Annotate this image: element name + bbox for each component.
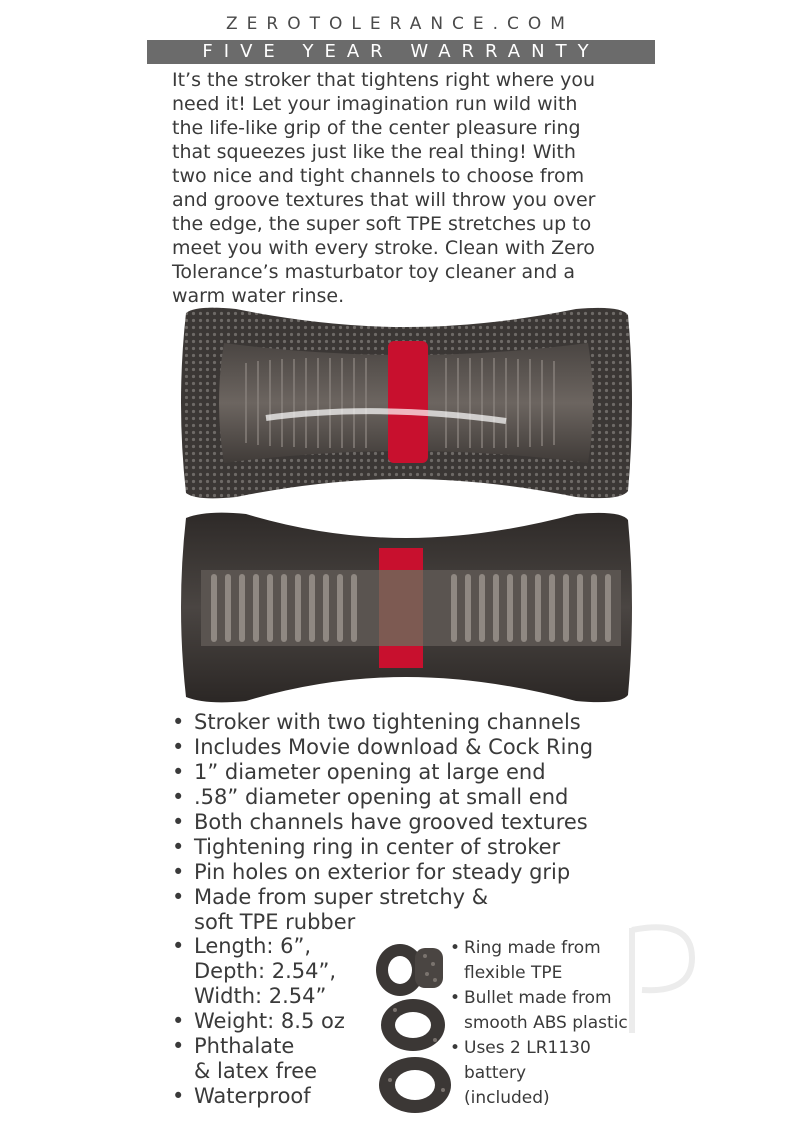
list-item: battery xyxy=(464,1063,527,1083)
description-line: the life-like grip of the center pleasure ring xyxy=(172,117,581,139)
product-description xyxy=(172,68,642,308)
site-url: ZEROTOLERANCE.COM xyxy=(226,14,574,34)
list-item: & latex free xyxy=(194,1059,318,1083)
spec-list xyxy=(172,934,345,1109)
ring-notes-list xyxy=(450,936,628,1111)
list-item: • Both channels have grooved textures xyxy=(172,810,588,834)
list-item: • Stroker with two tightening channels xyxy=(172,710,581,734)
list-item: • Ring made from xyxy=(450,938,601,958)
list-item: • Weight: 8.5 oz xyxy=(172,1009,345,1033)
list-item: • 1” diameter opening at large end xyxy=(172,760,546,784)
stroker-cutaway-image xyxy=(176,510,636,705)
list-item: Width: 2.54” xyxy=(194,984,327,1008)
list-item: • Phthalate xyxy=(172,1034,295,1058)
stroker-exterior-image xyxy=(176,303,636,503)
list-item: • Waterproof xyxy=(172,1084,311,1108)
list-item: soft TPE rubber xyxy=(194,910,356,934)
description-line: and groove textures that will throw you over xyxy=(172,189,596,211)
list-item: (included) xyxy=(464,1088,550,1108)
list-item: • Pin holes on exterior for steady grip xyxy=(172,860,571,884)
warranty-banner: FIVE YEAR WARRANTY xyxy=(147,40,655,64)
list-item: smooth ABS plastic xyxy=(464,1013,628,1033)
description-line: that squeezes just like the real thing! With xyxy=(172,141,576,163)
list-item: • Tightening ring in center of stroker xyxy=(172,835,561,859)
list-item: • Includes Movie download & Cock Ring xyxy=(172,735,594,759)
description-line: It’s the stroker that tightens right where you xyxy=(172,69,596,91)
watermark-logo xyxy=(612,918,702,1038)
description-line: Tolerance’s masturbator toy cleaner and a xyxy=(172,261,575,283)
description-line: two nice and tight channels to choose from xyxy=(172,165,585,187)
list-item: • Length: 6”, xyxy=(172,934,312,958)
description-line: meet you with every stroke. Clean with Zero xyxy=(172,237,595,259)
feature-list xyxy=(172,710,652,935)
description-line: warm water rinse. xyxy=(172,285,345,307)
description-line: the edge, the super soft TPE stretches up to xyxy=(172,213,592,235)
list-item: flexible TPE xyxy=(464,963,563,983)
list-item: Depth: 2.54”, xyxy=(194,959,337,983)
list-item: • Made from super stretchy & xyxy=(172,885,489,909)
list-item: • Bullet made from xyxy=(450,988,612,1008)
description-line: need it! Let your imagination run wild with xyxy=(172,93,578,115)
list-item: • .58” diameter opening at small end xyxy=(172,785,569,809)
list-item: • Uses 2 LR1130 xyxy=(450,1038,591,1058)
